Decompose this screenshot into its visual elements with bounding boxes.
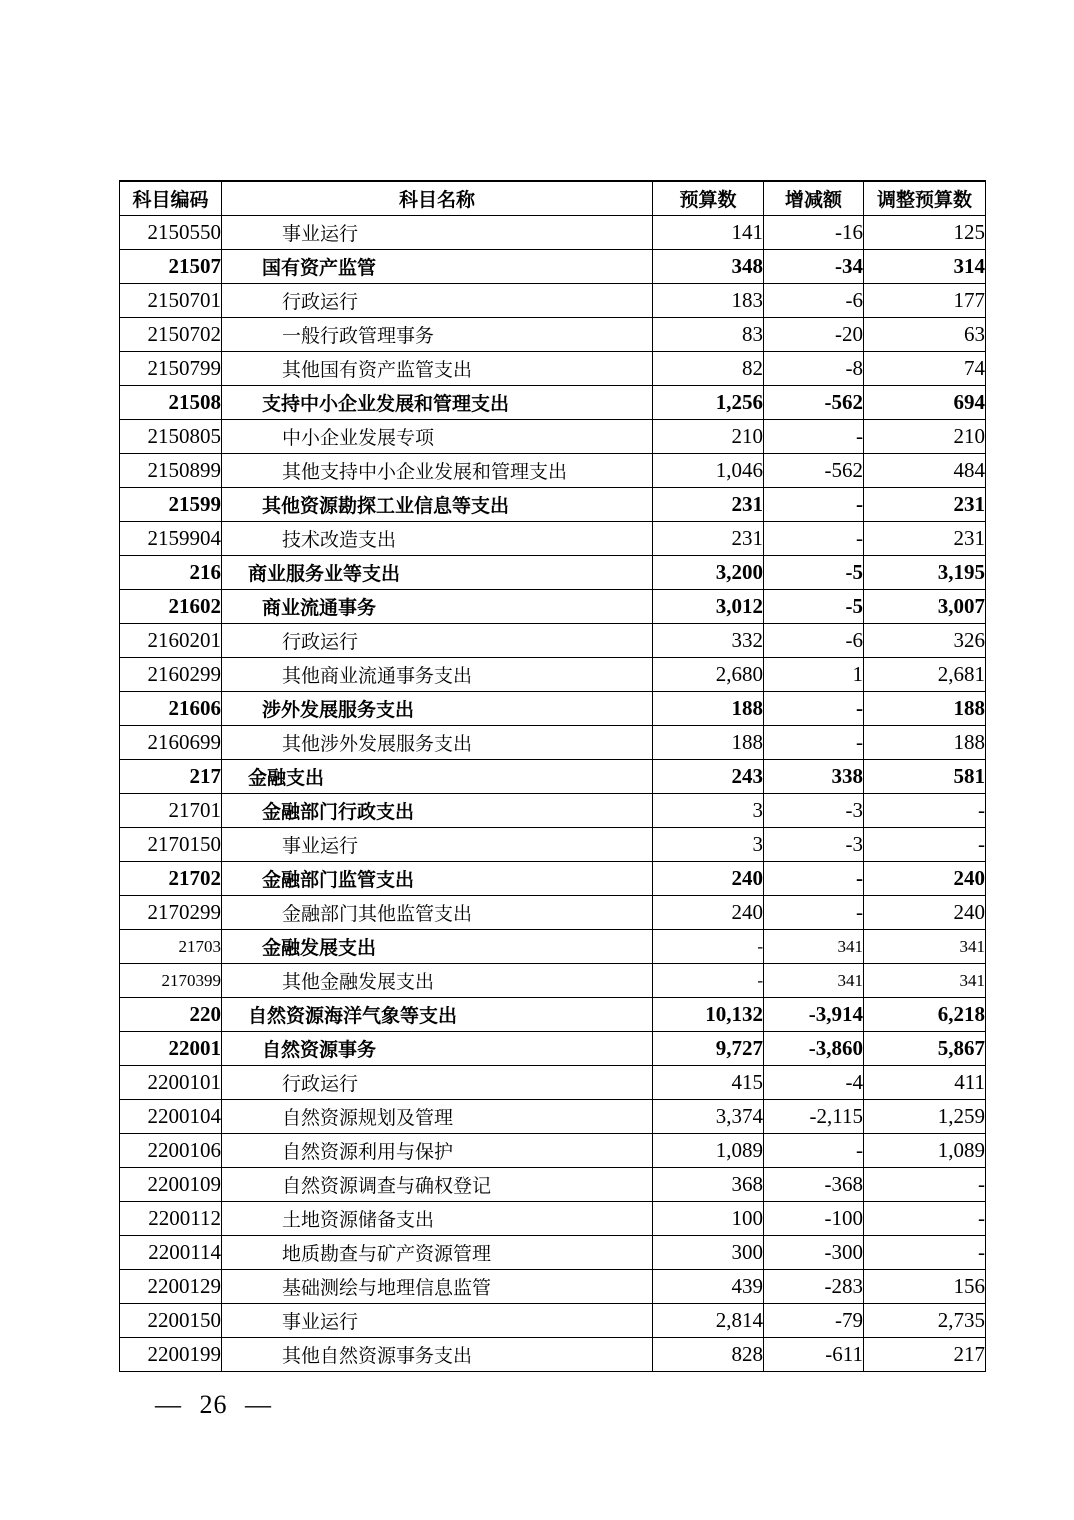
budget-cell: 1,046	[653, 454, 764, 488]
subject-name-cell: 事业运行	[222, 828, 653, 862]
adjusted-budget-cell: 1,089	[864, 1134, 986, 1168]
subject-name-cell: 自然资源海洋气象等支出	[222, 998, 653, 1032]
change-cell: -3,860	[764, 1032, 864, 1066]
budget-cell: 439	[653, 1270, 764, 1304]
change-cell: -	[764, 488, 864, 522]
change-cell: -8	[764, 352, 864, 386]
subject-code-cell: 2200104	[120, 1100, 222, 1134]
subject-code-cell: 2159904	[120, 522, 222, 556]
change-cell: -5	[764, 590, 864, 624]
change-cell: 341	[764, 930, 864, 964]
subject-name-cell: 其他涉外发展服务支出	[222, 726, 653, 760]
subject-code-cell: 21602	[120, 590, 222, 624]
subject-name-cell: 一般行政管理事务	[222, 318, 653, 352]
subject-code-cell: 2170150	[120, 828, 222, 862]
subject-code-cell: 2150805	[120, 420, 222, 454]
table-row	[120, 352, 986, 386]
budget-cell: 1,256	[653, 386, 764, 420]
subject-name-cell: 自然资源规划及管理	[222, 1100, 653, 1134]
adjusted-budget-cell: 3,195	[864, 556, 986, 590]
change-cell: -	[764, 692, 864, 726]
subject-name-cell: 商业流通事务	[222, 590, 653, 624]
adjusted-budget-cell: 1,259	[864, 1100, 986, 1134]
subject-code-cell: 2160699	[120, 726, 222, 760]
subject-name-cell: 中小企业发展专项	[222, 420, 653, 454]
subject-code-cell: 2160299	[120, 658, 222, 692]
subject-code-cell: 2200109	[120, 1168, 222, 1202]
table-row	[120, 284, 986, 318]
change-cell: -34	[764, 250, 864, 284]
adjusted-budget-cell: 231	[864, 488, 986, 522]
subject-code-cell: 2150550	[120, 216, 222, 250]
subject-code-cell: 216	[120, 556, 222, 590]
subject-code-cell: 2200112	[120, 1202, 222, 1236]
change-cell: -	[764, 896, 864, 930]
subject-code-cell: 2170399	[120, 964, 222, 998]
subject-name-cell: 基础测绘与地理信息监管	[222, 1270, 653, 1304]
budget-cell: 231	[653, 488, 764, 522]
budget-cell: -	[653, 964, 764, 998]
table-row	[120, 1168, 986, 1202]
budget-cell: 82	[653, 352, 764, 386]
table-row	[120, 964, 986, 998]
budget-cell: 188	[653, 692, 764, 726]
adjusted-budget-cell: 63	[864, 318, 986, 352]
subject-name-cell: 事业运行	[222, 1304, 653, 1338]
table-row	[120, 624, 986, 658]
table-row	[120, 828, 986, 862]
table-row	[120, 1236, 986, 1270]
adjusted-budget-cell: 5,867	[864, 1032, 986, 1066]
change-cell: -3	[764, 794, 864, 828]
change-cell: -	[764, 862, 864, 896]
adjusted-budget-cell: 125	[864, 216, 986, 250]
table-row	[120, 420, 986, 454]
change-cell: -6	[764, 284, 864, 318]
budget-cell: 415	[653, 1066, 764, 1100]
subject-code-cell: 21508	[120, 386, 222, 420]
table-row	[120, 318, 986, 352]
table-row	[120, 1270, 986, 1304]
subject-code-cell: 21703	[120, 930, 222, 964]
change-cell: -562	[764, 386, 864, 420]
adjusted-budget-cell: 2,735	[864, 1304, 986, 1338]
adjusted-budget-cell: 2,681	[864, 658, 986, 692]
subject-name-cell: 商业服务业等支出	[222, 556, 653, 590]
change-cell: -4	[764, 1066, 864, 1100]
adjusted-budget-cell: 74	[864, 352, 986, 386]
change-cell: -3	[764, 828, 864, 862]
adjusted-budget-cell: 231	[864, 522, 986, 556]
budget-cell: 183	[653, 284, 764, 318]
table-header-row	[120, 181, 986, 216]
change-cell: -6	[764, 624, 864, 658]
adjusted-budget-cell: 3,007	[864, 590, 986, 624]
adjusted-budget-cell: -	[864, 828, 986, 862]
subject-code-cell: 220	[120, 998, 222, 1032]
change-cell: -	[764, 726, 864, 760]
budget-cell: 332	[653, 624, 764, 658]
subject-name-cell: 其他资源勘探工业信息等支出	[222, 488, 653, 522]
table-row	[120, 250, 986, 284]
subject-code-cell: 21701	[120, 794, 222, 828]
change-cell: -5	[764, 556, 864, 590]
table-row	[120, 794, 986, 828]
table-row	[120, 862, 986, 896]
subject-code-cell: 21606	[120, 692, 222, 726]
table-row	[120, 930, 986, 964]
subject-code-cell: 2150702	[120, 318, 222, 352]
budget-cell: 83	[653, 318, 764, 352]
budget-cell: 188	[653, 726, 764, 760]
subject-code-cell: 21507	[120, 250, 222, 284]
adjusted-budget-cell: 694	[864, 386, 986, 420]
change-cell: -562	[764, 454, 864, 488]
change-cell: -	[764, 522, 864, 556]
header-subject-name: 科目名称	[222, 181, 653, 216]
budget-cell: 3,012	[653, 590, 764, 624]
subject-name-cell: 行政运行	[222, 284, 653, 318]
change-cell: -	[764, 420, 864, 454]
header-adjusted-budget: 调整预算数	[864, 181, 986, 216]
subject-name-cell: 其他支持中小企业发展和管理支出	[222, 454, 653, 488]
subject-code-cell: 2150701	[120, 284, 222, 318]
adjusted-budget-cell: 177	[864, 284, 986, 318]
subject-name-cell: 技术改造支出	[222, 522, 653, 556]
subject-name-cell: 其他金融发展支出	[222, 964, 653, 998]
adjusted-budget-cell: -	[864, 1202, 986, 1236]
subject-name-cell: 行政运行	[222, 624, 653, 658]
subject-code-cell: 2150799	[120, 352, 222, 386]
budget-cell: 3	[653, 828, 764, 862]
change-cell: 1	[764, 658, 864, 692]
adjusted-budget-cell: -	[864, 1168, 986, 1202]
budget-cell: 3,374	[653, 1100, 764, 1134]
subject-name-cell: 支持中小企业发展和管理支出	[222, 386, 653, 420]
adjusted-budget-cell: 341	[864, 964, 986, 998]
change-cell: -3,914	[764, 998, 864, 1032]
budget-cell: 100	[653, 1202, 764, 1236]
adjusted-budget-cell: -	[864, 794, 986, 828]
table-row	[120, 760, 986, 794]
table-row	[120, 488, 986, 522]
budget-cell: 243	[653, 760, 764, 794]
subject-code-cell: 217	[120, 760, 222, 794]
table-row	[120, 658, 986, 692]
budget-cell: -	[653, 930, 764, 964]
change-cell: -300	[764, 1236, 864, 1270]
table-row	[120, 1134, 986, 1168]
table-row	[120, 1066, 986, 1100]
subject-name-cell: 自然资源调查与确权登记	[222, 1168, 653, 1202]
subject-code-cell: 2200101	[120, 1066, 222, 1100]
change-cell: -611	[764, 1338, 864, 1372]
adjusted-budget-cell: 314	[864, 250, 986, 284]
budget-cell: 9,727	[653, 1032, 764, 1066]
budget-cell: 3,200	[653, 556, 764, 590]
subject-code-cell: 2170299	[120, 896, 222, 930]
subject-name-cell: 金融部门行政支出	[222, 794, 653, 828]
page-number: — 26 —	[155, 1390, 272, 1419]
change-cell: -283	[764, 1270, 864, 1304]
document-page	[119, 180, 986, 1372]
budget-cell: 231	[653, 522, 764, 556]
table-row	[120, 216, 986, 250]
budget-cell: 368	[653, 1168, 764, 1202]
change-cell: 338	[764, 760, 864, 794]
table-row	[120, 1032, 986, 1066]
adjusted-budget-cell: 6,218	[864, 998, 986, 1032]
budget-cell: 300	[653, 1236, 764, 1270]
subject-name-cell: 其他国有资产监管支出	[222, 352, 653, 386]
budget-cell: 10,132	[653, 998, 764, 1032]
budget-cell: 210	[653, 420, 764, 454]
table-row	[120, 1100, 986, 1134]
table-row	[120, 896, 986, 930]
change-cell: 341	[764, 964, 864, 998]
subject-name-cell: 事业运行	[222, 216, 653, 250]
subject-code-cell: 22001	[120, 1032, 222, 1066]
table-row	[120, 726, 986, 760]
budget-cell: 141	[653, 216, 764, 250]
subject-code-cell: 21599	[120, 488, 222, 522]
table-row	[120, 692, 986, 726]
subject-code-cell: 2200199	[120, 1338, 222, 1372]
adjusted-budget-cell: 210	[864, 420, 986, 454]
subject-name-cell: 金融部门其他监管支出	[222, 896, 653, 930]
budget-cell: 240	[653, 862, 764, 896]
subject-code-cell: 2150899	[120, 454, 222, 488]
subject-code-cell: 2200150	[120, 1304, 222, 1338]
subject-code-cell: 2200114	[120, 1236, 222, 1270]
table-row	[120, 590, 986, 624]
budget-cell: 828	[653, 1338, 764, 1372]
subject-name-cell: 行政运行	[222, 1066, 653, 1100]
subject-name-cell: 国有资产监管	[222, 250, 653, 284]
adjusted-budget-cell: -	[864, 1236, 986, 1270]
subject-name-cell: 金融发展支出	[222, 930, 653, 964]
subject-name-cell: 涉外发展服务支出	[222, 692, 653, 726]
adjusted-budget-cell: 581	[864, 760, 986, 794]
budget-cell: 3	[653, 794, 764, 828]
subject-name-cell: 其他商业流通事务支出	[222, 658, 653, 692]
subject-name-cell: 其他自然资源事务支出	[222, 1338, 653, 1372]
subject-code-cell: 2200106	[120, 1134, 222, 1168]
adjusted-budget-cell: 341	[864, 930, 986, 964]
table-row	[120, 522, 986, 556]
adjusted-budget-cell: 217	[864, 1338, 986, 1372]
table-row	[120, 1202, 986, 1236]
subject-name-cell: 金融部门监管支出	[222, 862, 653, 896]
subject-code-cell: 2200129	[120, 1270, 222, 1304]
header-change: 增减额	[764, 181, 864, 216]
table-row	[120, 454, 986, 488]
subject-name-cell: 自然资源利用与保护	[222, 1134, 653, 1168]
change-cell: -79	[764, 1304, 864, 1338]
change-cell: -20	[764, 318, 864, 352]
table-row	[120, 386, 986, 420]
change-cell: -100	[764, 1202, 864, 1236]
subject-code-cell: 2160201	[120, 624, 222, 658]
header-budget: 预算数	[653, 181, 764, 216]
change-cell: -16	[764, 216, 864, 250]
adjusted-budget-cell: 240	[864, 862, 986, 896]
subject-name-cell: 土地资源储备支出	[222, 1202, 653, 1236]
table-body	[120, 216, 986, 1372]
subject-name-cell: 地质勘查与矿产资源管理	[222, 1236, 653, 1270]
table-row	[120, 1338, 986, 1372]
subject-code-cell: 21702	[120, 862, 222, 896]
budget-cell: 2,680	[653, 658, 764, 692]
change-cell: -368	[764, 1168, 864, 1202]
adjusted-budget-cell: 326	[864, 624, 986, 658]
adjusted-budget-cell: 240	[864, 896, 986, 930]
subject-name-cell: 自然资源事务	[222, 1032, 653, 1066]
header-subject-code: 科目编码	[120, 181, 222, 216]
table-row	[120, 556, 986, 590]
budget-cell: 2,814	[653, 1304, 764, 1338]
adjusted-budget-cell: 411	[864, 1066, 986, 1100]
adjusted-budget-cell: 484	[864, 454, 986, 488]
table-row	[120, 1304, 986, 1338]
adjusted-budget-cell: 188	[864, 692, 986, 726]
budget-cell: 1,089	[653, 1134, 764, 1168]
adjusted-budget-cell: 188	[864, 726, 986, 760]
table-row	[120, 998, 986, 1032]
change-cell: -2,115	[764, 1100, 864, 1134]
subject-name-cell: 金融支出	[222, 760, 653, 794]
budget-table	[119, 180, 986, 1372]
budget-cell: 348	[653, 250, 764, 284]
change-cell: -	[764, 1134, 864, 1168]
budget-cell: 240	[653, 896, 764, 930]
adjusted-budget-cell: 156	[864, 1270, 986, 1304]
